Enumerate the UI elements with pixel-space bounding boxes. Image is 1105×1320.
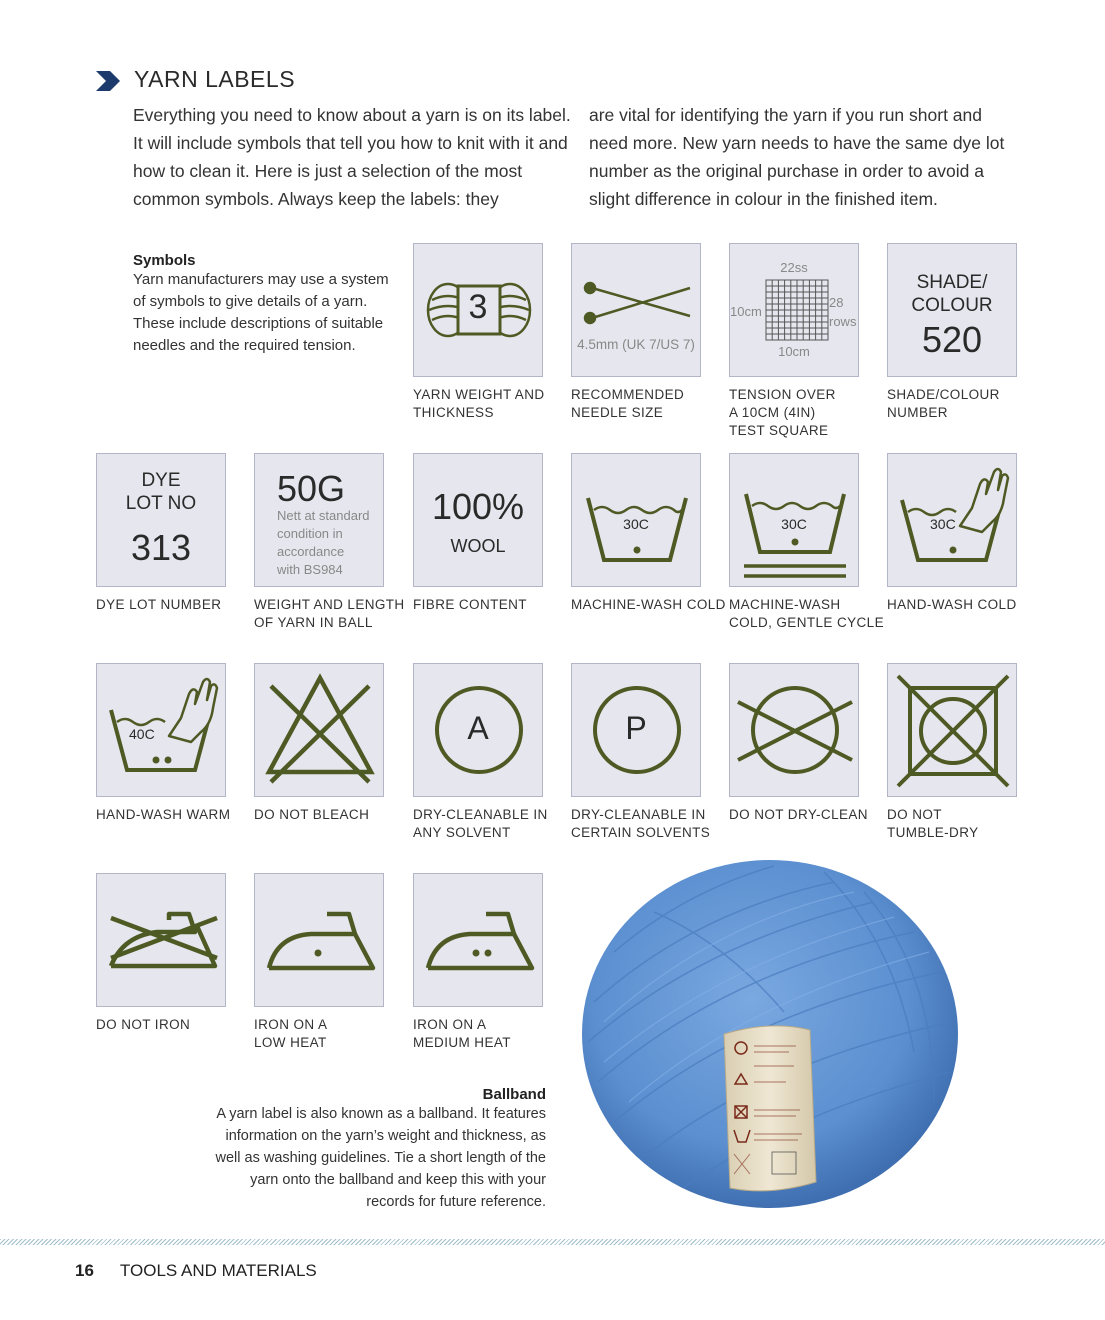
ballband-note	[206, 1086, 546, 1213]
shade-number: 520	[921, 319, 983, 360]
fibre-percent: 100%	[431, 486, 525, 527]
tension-width: 10cm	[730, 304, 762, 319]
caption-no-dc: DO NOT DRY-CLEAN	[729, 807, 868, 822]
hand-wash-cold-symbol	[887, 453, 1017, 587]
crossed-tumble-dryer-icon	[888, 664, 1018, 798]
weight-line2: condition in	[277, 526, 343, 541]
no-tumble-dry-symbol	[887, 663, 1017, 797]
symbols-heading: Symbols	[133, 252, 196, 269]
hand-washtub-icon	[97, 664, 227, 798]
iron-medium-symbol	[413, 873, 543, 1007]
caption-hw-warm: HAND-WASH WARM	[96, 807, 231, 822]
caption-no-tumble: DO NOT TUMBLE-DRY	[887, 807, 979, 840]
caption-dc-certain: DRY-CLEANABLE IN CERTAIN SOLVENTS	[571, 807, 711, 840]
yarn-weight-symbol	[413, 243, 543, 377]
dye-lot-number: 313	[130, 527, 192, 568]
solvent-letter: A	[467, 710, 489, 746]
dye-label-line2: LOT NO	[125, 493, 197, 514]
temp-label: 30C	[930, 516, 956, 532]
shade-colour-symbol	[887, 243, 1017, 377]
shade-label-line1: SHADE/	[916, 272, 988, 293]
caption-weight-length: WEIGHT AND LENGTH OF YARN IN BALL	[254, 597, 405, 630]
footer-rule	[0, 1239, 1105, 1245]
no-dry-clean-symbol	[729, 663, 859, 797]
ballband-text: A yarn label is also known as a ballband. It features information on the yarn’s weight and thickness, as well as washing guidelines. Tie a short length of the yarn onto the ballband and keep this with your records for future reference.	[215, 1106, 546, 1210]
tension-symbol	[729, 243, 859, 377]
weight-length-symbol	[254, 453, 384, 587]
weight-line1: Nett at standard	[277, 508, 370, 523]
needle-size-text: 4.5mm (UK 7/US 7)	[577, 337, 695, 352]
tension-height: 10cm	[778, 344, 810, 359]
yarn-ball-image	[574, 852, 966, 1212]
yarn-weight-number: 3	[468, 288, 488, 326]
caption-iron-low: IRON ON A LOW HEAT	[254, 1017, 328, 1050]
caption-dc-any: DRY-CLEANABLE IN ANY SOLVENT	[413, 807, 548, 840]
machine-wash-cold-symbol	[571, 453, 701, 587]
caption-needle-size: RECOMMENDED NEEDLE SIZE	[571, 387, 685, 420]
caption-fibre: FIBRE CONTENT	[413, 597, 527, 612]
chevron-right-icon	[96, 71, 122, 91]
dry-clean-certain-symbol	[571, 663, 701, 797]
caption-no-iron: DO NOT IRON	[96, 1017, 191, 1032]
caption-mw-cold: MACHINE-WASH COLD	[571, 597, 726, 612]
symbols-note	[133, 252, 393, 357]
fibre-word: WOOL	[450, 536, 506, 556]
machine-wash-gentle-symbol	[729, 453, 859, 587]
no-bleach-symbol	[254, 663, 384, 797]
intro-column-2: are vital for identifying the yarn if you run short and need more. New yarn needs to have the same dye lot number as the original purchase in order to avoid a slight difference in colour in the finished item.	[589, 105, 1005, 209]
caption-dye-lot: DYE LOT NUMBER	[96, 597, 222, 612]
dye-lot-symbol	[96, 453, 226, 587]
crossed-needles-icon	[572, 244, 702, 378]
caption-yarn-weight: YARN WEIGHT AND THICKNESS	[413, 387, 545, 420]
no-iron-symbol	[96, 873, 226, 1007]
tension-rows-word: rows	[829, 314, 857, 329]
fibre-content-symbol	[413, 453, 543, 587]
caption-iron-med: IRON ON A MEDIUM HEAT	[413, 1017, 511, 1050]
needle-size-symbol	[571, 243, 701, 377]
hand-wash-warm-symbol	[96, 663, 226, 797]
caption-mw-gentle: MACHINE-WASH COLD, GENTLE CYCLE	[729, 597, 884, 630]
shade-label-line2: COLOUR	[911, 295, 993, 316]
yarn-ball-photo	[574, 852, 966, 1212]
page-title: YARN LABELS	[134, 66, 296, 92]
page-number: 16	[75, 1261, 94, 1280]
caption-tension: TENSION OVER A 10CM (4IN) TEST SQUARE	[729, 387, 836, 438]
iron-low-symbol	[254, 873, 384, 1007]
tension-rows-number: 28	[829, 295, 844, 310]
section-name: TOOLS AND MATERIALS	[119, 1261, 317, 1280]
solvent-letter: P	[625, 710, 647, 746]
dye-label-line1: DYE	[141, 470, 181, 491]
crossed-triangle-icon	[255, 664, 385, 798]
tension-stitches: 22ss	[780, 260, 808, 275]
temp-label: 30C	[623, 516, 649, 532]
caption-shade: SHADE/COLOUR NUMBER	[887, 387, 1000, 420]
iron-icon	[414, 874, 544, 1008]
crossed-iron-icon	[97, 874, 227, 1008]
temp-label: 40C	[129, 726, 155, 742]
temp-label: 30C	[781, 516, 807, 532]
dry-clean-any-symbol	[413, 663, 543, 797]
ballband-heading: Ballband	[482, 1086, 546, 1103]
iron-icon	[255, 874, 385, 1008]
intro-column-1: Everything you need to know about a yarn is on its label. It will include symbols that tell you how to knit with it and how to clean it. Here is just a selection of the most common symbols. Always keep the labels: they	[133, 105, 571, 209]
symbols-text: Yarn manufacturers may use a system of symbols to give details of a yarn. These include descriptions of suitable needles and the required tension.	[133, 271, 389, 354]
caption-no-bleach: DO NOT BLEACH	[254, 807, 370, 822]
weight-line3: accordance	[277, 544, 345, 559]
weight-line4: with BS984	[277, 562, 343, 577]
caption-hw-cold: HAND-WASH COLD	[887, 597, 1017, 612]
weight-big: 50G	[277, 468, 346, 509]
page-footer	[75, 1261, 317, 1281]
crossed-circle-icon	[730, 664, 860, 798]
